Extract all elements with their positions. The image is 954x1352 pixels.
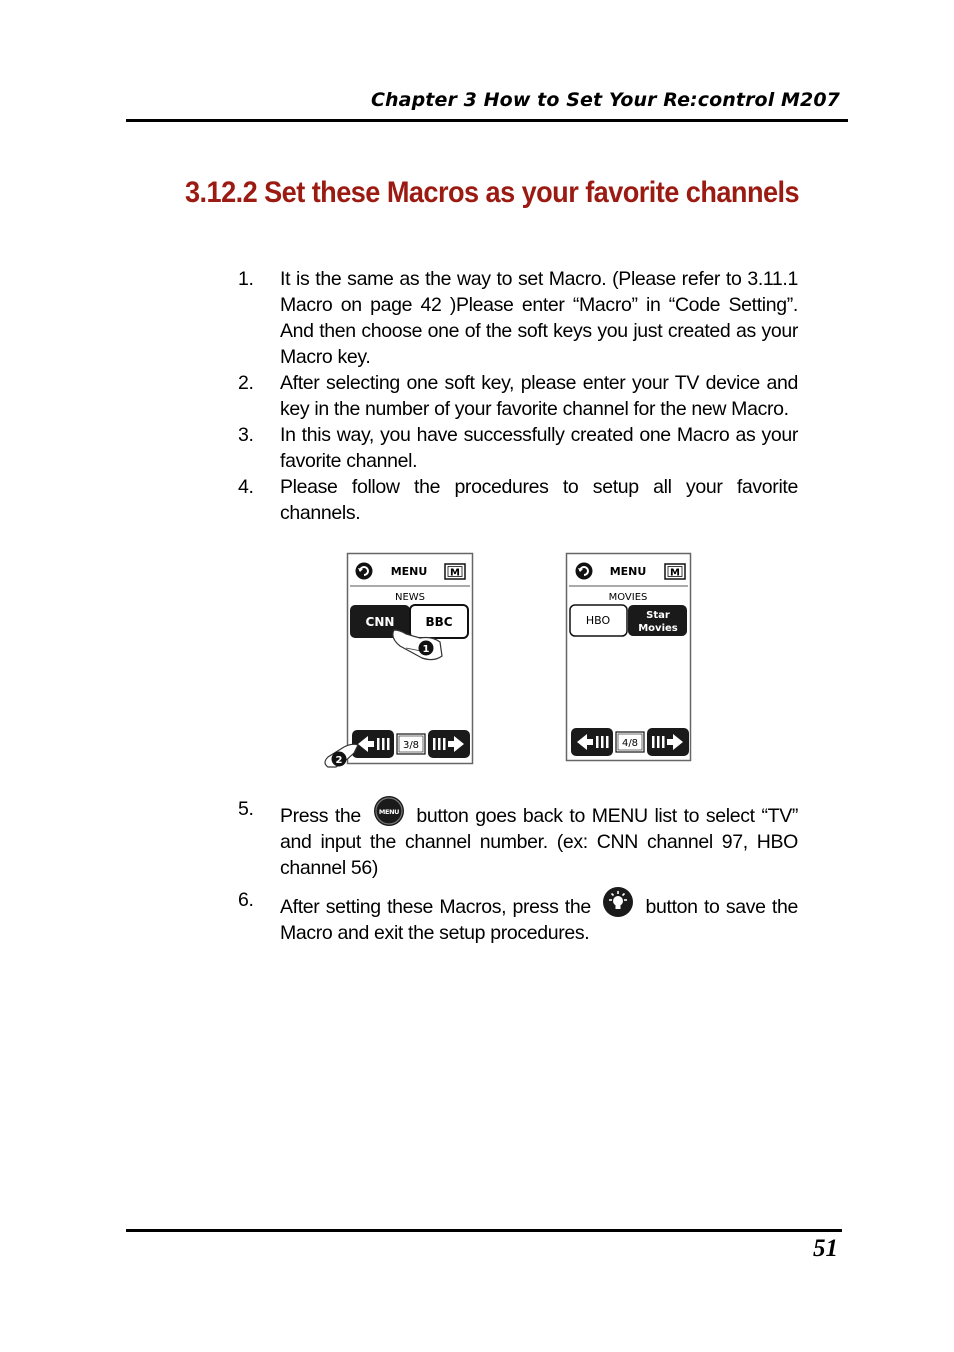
mode-key: M xyxy=(450,567,460,579)
remote-screen-movies xyxy=(565,552,695,769)
softkey-label: HBO xyxy=(585,614,611,627)
step-text-post: button goes back to MENU list to select “TV” and input the channel number. (ex: CNN channel 97, HBO channel 56) xyxy=(280,805,798,879)
mode-key: M xyxy=(670,567,680,579)
step-number: 5. xyxy=(238,798,254,820)
steps-list-2 xyxy=(238,796,798,946)
step-item xyxy=(238,474,798,526)
step-number: 6. xyxy=(238,889,254,911)
softkey-hbo[interactable] xyxy=(570,605,627,636)
menu-label: MENU xyxy=(609,565,647,578)
softkey-star-movies[interactable] xyxy=(628,605,687,636)
remote-screen-news xyxy=(322,552,477,779)
page-indicator: 4/8 xyxy=(621,738,639,749)
page-indicator: 3/8 xyxy=(402,740,420,751)
softkey-label-line1: Star xyxy=(646,610,670,621)
category-label: MOVIES xyxy=(608,592,648,603)
callout-number: 1 xyxy=(422,644,430,655)
next-page-button[interactable] xyxy=(428,730,470,758)
step-text: In this way, you have successfully created one Macro as your favorite channel. xyxy=(280,424,798,472)
page-number: 51 xyxy=(813,1235,838,1262)
prev-page-button[interactable] xyxy=(352,730,394,758)
chapter-header: Chapter 3 How to Set Your Re:control M207 xyxy=(370,89,840,111)
callout-badge xyxy=(419,641,434,656)
step-text-pre: After setting these Macros, press the xyxy=(280,896,591,918)
menu-label: MENU xyxy=(390,565,428,578)
step-item xyxy=(238,266,798,370)
step-number: 4. xyxy=(238,476,254,498)
step-number: 2. xyxy=(238,372,254,394)
light-button-icon xyxy=(603,887,633,917)
step-item xyxy=(238,370,798,422)
category-label: NEWS xyxy=(394,592,426,603)
softkey-bbc[interactable] xyxy=(410,605,468,638)
steps-list-1 xyxy=(238,266,798,526)
prev-page-button[interactable] xyxy=(571,728,613,756)
step-text: After selecting one soft key, please enter your TV device and key in the number of your favorite channel for the new Macro. xyxy=(280,372,798,420)
header-rule xyxy=(126,119,848,122)
next-page-button[interactable] xyxy=(647,728,689,756)
step-text: It is the same as the way to set Macro. (Please refer to 3.11.1 Macro on page 42 )Please enter “Macro” in “Code Setting”. And then choose one of the soft keys you just created as your Macro key. xyxy=(280,268,798,368)
section-title: 3.12.2 Set these Macros as your favorite channels xyxy=(185,176,800,209)
menu-icon-label: MENU xyxy=(378,808,399,816)
softkey-label: BBC xyxy=(425,615,453,629)
step-item xyxy=(238,887,798,946)
back-icon xyxy=(576,563,593,580)
step-item xyxy=(238,796,798,881)
softkey-label-line2: Movies xyxy=(638,623,678,634)
step-item xyxy=(238,422,798,474)
back-icon xyxy=(356,563,373,580)
softkey-label: CNN xyxy=(365,615,395,629)
step-number: 3. xyxy=(238,424,254,446)
step-text: Please follow the procedures to setup all your favorite channels. xyxy=(280,476,798,524)
callout-number: 2 xyxy=(335,755,343,766)
step-number: 1. xyxy=(238,268,254,290)
step-text-pre: Press the xyxy=(280,805,361,827)
callout-badge xyxy=(332,752,347,767)
footer-rule xyxy=(126,1229,842,1232)
menu-button-icon xyxy=(374,796,404,826)
step-text-post: button to save the Macro and exit the setup procedures. xyxy=(280,896,798,944)
